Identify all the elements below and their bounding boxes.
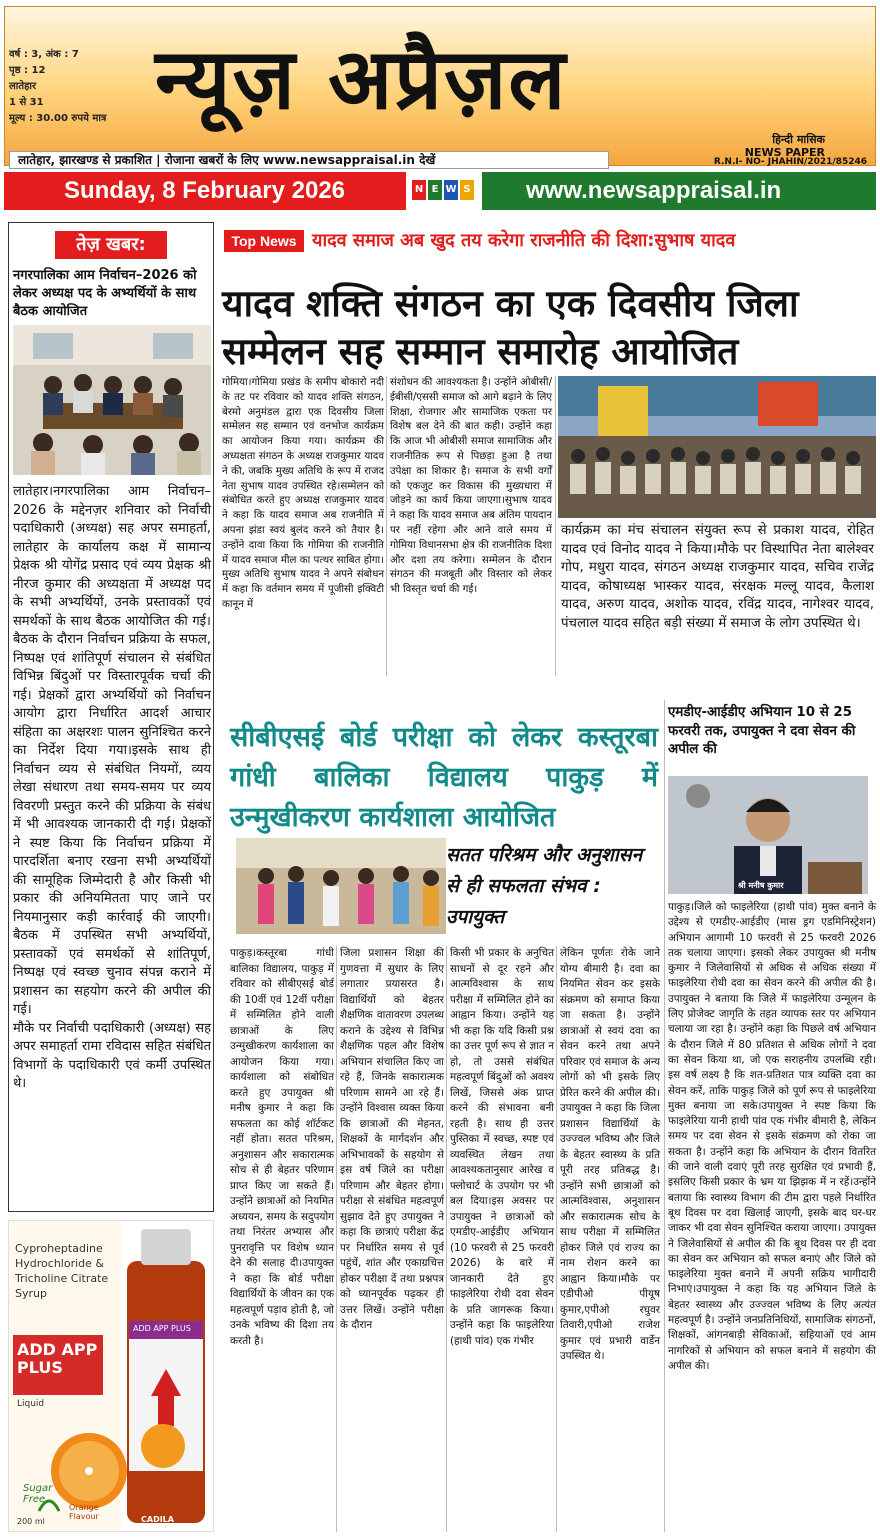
ad-generic-name: Cyproheptadine Hydrochloride & Tricholine Citrate Syrup — [15, 1242, 109, 1300]
cbse-column-1: पाकुड़।कस्तूरबा गांधी बालिका विद्यालय, पाकुड़ में रविवार को सीबीएसई बोर्ड की 10वीं एवं 12वीं परीक्षा में सम्मिलित होने वाली छात्राओं के लिए उन्मुखीकरण कार्यशाला का आयोजन किया गया। कार्यशाला को संबोधित करते हुए उपायुक्त श्री मनीष कुमार ने कहा कि सफलता का कोई शॉर्टकट नहीं होता। सतत परिश्रम, अनुशासन और सकारात्मक सोच से ही बेहतर परिणाम प्राप्त किए जा सकते हैं। उन्होंने छात्राओं को नियमित अध्ययन, समय के सदुपयोग तथा निरंतर अभ्यास और पुनरावृत्ति पर विशेष ध्यान देने की सलाह दी।उपायुक्त ने कहा कि बोर्ड परीक्षा विद्यार्थियों के जीवन का एक महत्वपूर्ण पड़ाव होती है, जो उनके भविष्य की दिशा तय करती है। — [230, 947, 334, 1347]
breaking-news-label: तेज़ खबर: — [55, 231, 167, 259]
masthead-strip: लातेहार, झारखण्ड से प्रकाशित | रोजाना खबरों के लिए www.newsappraisal.in देखें — [9, 151, 609, 169]
top-news-label: Top News — [224, 230, 304, 252]
ad-form: Liquid — [17, 1399, 45, 1409]
workshop-photo — [236, 838, 446, 934]
news-logo-e: E — [428, 180, 442, 200]
newspaper-title — [155, 29, 568, 128]
breaking-news-column — [8, 222, 214, 1212]
ad-brand — [17, 1341, 103, 1377]
place: लातेहार — [9, 81, 37, 92]
masthead-meta — [9, 47, 106, 127]
column-rule — [556, 946, 557, 1532]
cbse-column-3: किसी भी प्रकार के अनुचित साधनों से दूर रहने और आत्मविश्वास के साथ परीक्षा में सम्मिलित होने का आह्वान किया। उन्होंने यह भी कहा कि यदि किसी प्रश्न का उत्तर पूर्ण रूप से ज्ञात न हो, तो उससे संबंधित महत्वपूर्ण बिंदुओं को अवश्य लिखें, जिससे अंक प्राप्त करने की संभावना बनी रहती है। साथ ही उत्तर पुस्तिका में स्वच्छ, स्पष्ट एवं व्यवस्थित लेखन तथा आवश्यकतानुसार आरेख व फ्लोचार्ट के उपयोग पर भी बल दिया।इस अवसर पर उपायुक्त ने छात्राओं को एमडीए-आईडीए अभियान (10 फरवरी से 25 फरवरी 2026) के बारे में जानकारी देते हुए फाइलेरिया रोधी दवा सेवन के प्रति जागरूक किया। उन्होंने कहा कि फाइलेरिया (हाथी पांव) एक गंभीर — [450, 947, 554, 1347]
medicine-advertisement[interactable] — [8, 1220, 214, 1532]
ad-bottle-brand: ADD APP PLUS — [133, 1324, 191, 1333]
conference-photo — [558, 376, 876, 518]
main-story-column-2: संशोधन की आवश्यकता है। उन्होंने ओबीसी/ईबीसी/एससी समाज को आगे बढ़ाने के लिए शिक्षा, रोजगार और सामाजिक एकता पर विशेष बल देने की बात कही। उन्होंने कहा कि आज भी ओबीसी समाज सामाजिक और राजनीतिक रूप से पिछड़ा हुआ है तथा उपेक्षा का शिकार है। समाज के सभी वर्गों को एकजुट कर विकास की मुख्यधारा में जोड़ने का कार्य किया जाएगा।सुभाष यादव ने कहा कि यादव समाज अब अंतिम पायदान पर नहीं रहेगा और आने वाले समय में गोमिया विधानसभा क्षेत्र की राजनीतिक दिशा और दशा तय करेगा। सम्मेलन के दौरान संगठन की मजबूती और विस्तार को लेकर भी विस्तृत चर्चा की गई। — [390, 377, 552, 596]
breaking-news-headline[interactable]: नगरपालिका आम निर्वाचन–2026 को लेकर अध्यक्ष पद के अभ्यर्थियों के साथ बैठक आयोजित — [13, 268, 197, 319]
ad-brand-line1: ADD APP — [17, 1340, 98, 1359]
ad-sugar-free-badge: Sugar Free — [23, 1483, 53, 1505]
news-logo-s: S — [460, 180, 474, 200]
price: मूल्य : 30.00 रुपये मात्र — [9, 113, 107, 124]
date-range: 1 से 31 — [9, 97, 44, 108]
column-rule — [336, 946, 337, 1532]
top-news-text[interactable]: यादव समाज अब खुद तय करेगा राजनीति की दिशा:सुभाष यादव — [312, 230, 736, 251]
website-link[interactable]: www.newsappraisal.in — [482, 172, 876, 210]
deputy-commissioner-photo — [668, 776, 868, 894]
column-rule — [386, 376, 387, 676]
newspaper-label: NEWS PAPER — [744, 146, 825, 159]
conference-photo-caption: कार्यक्रम का मंच संचालन संयुक्त रूप से प्रकाश यादव, रोहित यादव एवं विनोद यादव ने किया।मौके पर विस्थापित नेता बालेश्वर गोप, मधुरा यादव, संगठन अध्यक्ष राजकुमार यादव, सचिव राजेंद्र यादव, कोषाध्यक्ष भास्कर यादव, संरक्षक मल्लू यादव, कैलाश यादव, अरुण यादव, अशोक यादव, रविंद्र यादव, नागेश्वर यादव, पंचलाल यादव सहित बड़ी संख्या में समाज के लोग उपस्थित थे। — [561, 523, 874, 631]
main-story-column-1: गोमिया।गोमिया प्रखंड के समीप बोकारो नदी के तट पर रविवार को यादव शक्ति संगठन, बेरमो अनुमंडल द्वारा एक दिवसीय जिला सम्मेलन सह सम्मान एवं वनभोज कार्यक्रम का आयोजन किया गया। कार्यक्रम की अध्यक्षता संगठन के अध्यक्ष राजकुमार यादव ने की, जबकि मुख्य अतिथि के रूप में राजद नेता सुभाष यादव उपस्थित रहे।सम्मेलन को संबोधित करते हुए अध्यक्ष राजकुमार यादव ने कहा कि यादव समाज अब राजनीति में अपना झंडा स्वयं बुलंद करने को तैयार है। उन्होंने दावा किया कि गोमिया की राजनीति में यादव समाज मील का पत्थर साबित होगा।मुख्य अतिथि सुभाष यादव ने अपने संबोधन में कहा कि वर्तमान समय में पूजीसी इक्विटी कानून में — [222, 377, 384, 610]
news-logo — [412, 180, 474, 200]
issue-info: वर्ष : 3, अंक : 7 — [9, 49, 79, 60]
ad-flavour: Orange Flavour — [69, 1503, 99, 1521]
meeting-photo — [13, 325, 211, 475]
top-news-ticker[interactable] — [224, 228, 874, 254]
cbse-headline[interactable]: सीबीएसई बोर्ड परीक्षा को लेकर कस्तूरबा गांधी बालिका विद्यालय पाकुड़ में उन्मुखीकरण कार्यशाला आयोजित — [230, 722, 658, 833]
page-count: पृष्ठ : 12 — [9, 65, 46, 76]
news-logo-w: W — [444, 180, 458, 200]
ad-volume: 200 ml — [17, 1517, 45, 1526]
deputy-commissioner-photo-caption: श्री मनीष कुमार — [738, 881, 784, 890]
column-rule — [446, 946, 447, 1532]
language-label: हिन्दी मासिक — [772, 133, 825, 146]
cbse-column-2: जिला प्रशासन शिक्षा की गुणवत्ता में सुधार के लिए लगातार प्रयासरत है। विद्यार्थियों को बेहतर शैक्षणिक वातावरण उपलब्ध कराने के उद्देश्य से विभिन्न शैक्षणिक पहल और विशेष अभियान संचालित किए जा रहे हैं, जिनके सकारात्मक परिणाम सामने आ रहे हैं। उन्होंने विश्वास व्यक्त किया कि छात्राओं की मेहनत, शिक्षकों के मार्गदर्शन और अभिभावकों के सहयोग से इस वर्ष जिले का परीक्षा परिणाम और बेहतर होगा। परीक्षा से संबंधित महत्वपूर्ण सुझाव देते हुए उपायुक्त ने कहा कि छात्राएं परीक्षा केंद्र पर निर्धारित समय से पूर्व पहुंचें, शांत और एकाग्रचित्त होकर परीक्षा दें तथा प्रश्नपत्र को ध्यानपूर्वक पढ़कर ही उत्तर लिखें। उन्होंने परीक्षा के दौरान — [340, 947, 444, 1331]
edition-date: Sunday, 8 February 2026 — [4, 172, 406, 210]
main-headline[interactable]: यादव शक्ति संगठन का एक दिवसीय जिला सम्मेलन सह सम्मान समारोह आयोजित — [222, 282, 799, 373]
cbse-column-4: लेकिन पूर्णतः रोके जाने योग्य बीमारी है। दवा का नियमित सेवन कर इसके संक्रमण को समाप्त किया जा सकता है। उन्होंने छात्राओं से स्वयं दवा का सेवन करने तथा अपने परिवार एवं समाज के अन्य लोगों को भी इसके लिए प्रेरित करने की अपील की। उपायुक्त ने कहा कि जिला प्रशासन विद्यार्थियों के उज्ज्वल भविष्य और जिले के बेहतर स्वास्थ्य के प्रति पूरी तरह प्रतिबद्ध है। उन्होंने सभी छात्राओं को आत्मविश्वास, अनुशासन और सकारात्मक सोच के साथ परीक्षा में सम्मिलित होकर जिले एवं राज्य का नाम रोशन करने का आह्वान किया।मौके पर एडीपीओ पीयूष कुमार,एपीओ रघुवर तिवारी,एपीओ राजेश कुमार एवं प्रभारी वार्डेन उपस्थित थे। — [560, 947, 660, 1362]
column-rule — [664, 700, 665, 1532]
newspaper-title-text: न्यूज़ अप्रैज़ल — [155, 29, 568, 128]
column-rule — [555, 376, 556, 676]
date-bar — [4, 172, 876, 210]
ad-brand-line2: PLUS — [17, 1358, 63, 1377]
masthead — [4, 6, 876, 166]
cbse-pull-quote: सतत परिश्रम और अनुशासन से ही सफलता संभव : उपायुक्त — [446, 844, 643, 928]
breaking-news-body: लातेहार।नगरपालिका आम निर्वाचन–2026 के मद्देनज़र शनिवार को निर्वाची पदाधिकारी (अध्यक्ष) सह अपर समाहर्ता, लातेहार के कार्यालय कक्ष में सामान्य प्रेक्षक श्री योगेंद्र प्रसाद एवं व्यय प्रेक्षक श्री नीरज कुमार की अध्यक्षता में अध्यक्ष पद के सभी अभ्यर्थियों, उनके प्रस्तावकों एवं समर्थकों के साथ बैठक आयोजित की गई।बैठक के दौरान निर्वाचन प्रक्रिया के सफल, निष्पक्ष एवं शांतिपूर्ण संचालन से संबंधित विभिन्न बिंदुओं पर विस्तारपूर्वक चर्चा की गई। प्रेक्षकों द्वारा अभ्यर्थियों को निर्वाचन आयोग द्वारा निर्धारित आदर्श आचार संहिता का अक्षरशः पालन सुनिश्चित करने का निर्देश दिया गया।इसके साथ ही निर्वाचन व्यय से संबंधित नियमों, व्यय लेखा संधारण तथा समय-समय पर व्यय विवरणी प्रस्तुत करने की प्रक्रिया के संबंध में भी आवश्यक जानकारी दी गई। प्रेक्षकों ने स्पष्ट किया कि निर्वाचन प्रक्रिया में पारदर्शिता बनाए रखना सभी अभ्यर्थियों की सामूहिक जिम्मेदारी है और किसी भी प्रकार की अनियमितता पाए जाने पर नियमानुसार कड़ी कार्रवाई की जाएगी।बैठक में उपस्थित सभी अभ्यर्थियों, प्रस्तावकों एवं समर्थकों से शांतिपूर्ण, निष्पक्ष एवं स्वच्छ चुनाव संपन्न कराने में प्रशासन का सहयोग करने की अपील की गई। मौके पर निर्वाची पदाधिकारी (अध्यक्ष) सह अपर समाहर्ता रामा रविदास सहित संबंधित विभागों के पदाधिकारी एवं कर्मी उपस्थित थे। — [13, 484, 211, 1091]
masthead-language — [745, 133, 825, 159]
mda-body: पाकुड़।जिले को फाइलेरिया (हाथी पांव) मुक्त बनाने के उद्देश्य से एमडीए-आईडीए (मास ड्रग एडमिनिस्ट्रेशन) अभियान आगामी 10 फरवरी से 25 फरवरी 2026 तक चलाया जाएगा। इसको लेकर उपायुक्त श्री मनीष कुमार ने जिलेवासियों से अधिक से अधिक संख्या में फाइलेरिया रोधी दवा का सेवन करने की अपील की है।उपायुक्त ने बताया कि जिले में फाइलेरिया उन्मूलन के लिए प्रोजेक्ट जागृति के तहत व्यापक स्तर पर अभियान चलाया जा रहा है। उन्होंने कहा कि पिछले वर्ष अभियान के दौरान जिले में 80 प्रतिशत से अधिक लोगों ने दवा का सेवन किया था, जो एक सराहनीय उपलब्धि रही। इस वर्ष लक्ष्य है कि शत-प्रतिशत पात्र व्यक्ति दवा का सेवन करें, ताकि पाकुड़ जिले को पूर्ण रूप से फाइलेरिया मुक्त बनाया जा सके।उपायुक्त ने स्पष्ट किया कि फाइलेरिया यानी हाथी पांव एक गंभीर बीमारी है, लेकिन समय पर दवा सेवन से इसके संक्रमण को रोका जा सकता है। उन्होंने कहा कि अभियान के दौरान वितरित की जाने वाली दवाएं पूरी तरह सुरक्षित एवं प्रभावी हैं, इसलिए किसी प्रकार के भ्रम या झिझक में न रहें।उन्होंने बताया कि स्वास्थ्य विभाग की टीम द्वारा पहले निर्धारित बूथ दिवस पर दवा खिलाई जाएगी, इसके बाद घर-घर जाकर भी दवा सेवन सुनिश्चित कराया जाएगा। उपायुक्त ने जिलेवासियों से अपील की कि बूथ दिवस पर ही दवा का सेवन कर अभियान को सफल बनाएं और जिले को फाइलेरिया मुक्त बनाने में अपनी सक्रिय भागीदारी निभाएं।उपायुक्त ने कहा कि यह अभियान जिले के बेहतर स्वास्थ्य और उज्ज्वल भविष्य के लिए अत्यंत महत्वपूर्ण है। उन्होंने जनप्रतिनिधियों, सामाजिक संगठनों, शिक्षकों, आंगनबाड़ी सेविकाओं, सहियाओं एवं आम नागरिकों से अभियान को सफल बनाने में सहयोग की अपील की। — [668, 901, 876, 1372]
rni-number: R.N.I- NO- JHAHIN/2021/85246 — [713, 157, 867, 167]
mda-headline[interactable]: एमडीए-आईडीए अभियान 10 से 25 फरवरी तक, उपायुक्त ने दवा सेवन की अपील की — [668, 705, 856, 757]
news-logo-n: N — [412, 180, 426, 200]
ad-maker: CADILA — [141, 1515, 174, 1524]
